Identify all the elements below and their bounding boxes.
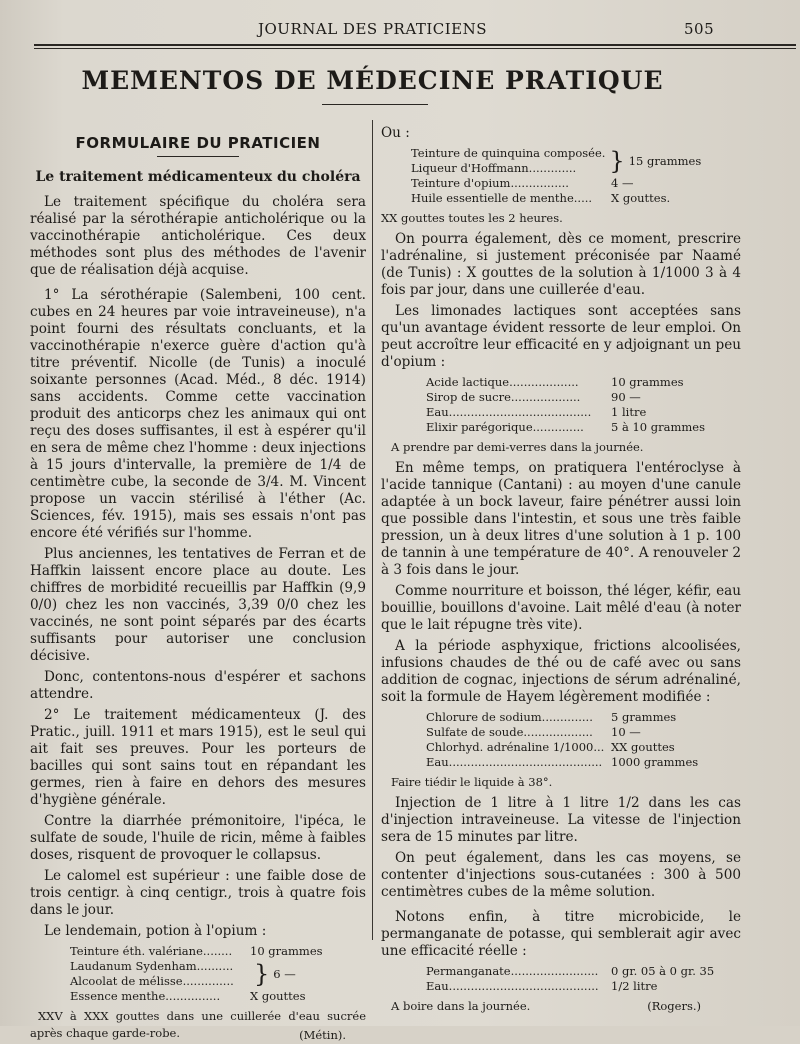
paragraph: Les limonades lactiques sont acceptées sans qu'un avantage évident ressorte de leur emploi. On peut accroître leur efficacité en y adjoignant un peu d'opium :	[381, 303, 741, 370]
quantity: 10 grammes	[611, 375, 684, 389]
paragraph: En même temps, on pratiquera l'entéroclyse à l'acide tannique (Cantani) : au moyen d'une canule adaptée à un bock laveur, faire pénétrer aussi loin que possible dans l'intestin, et sous une très faible pression, un à deux litres d'une solution à 1 p. 100 de tannin à une température de 40°. A renouveler 2 à 3 fois dans le jour.	[381, 460, 741, 578]
ingredient: Huile essentielle de menthe.....	[411, 191, 593, 205]
quantity: 6 —	[273, 966, 296, 981]
ingredient: Teinture d'opium................	[411, 176, 569, 190]
ingredient: Teinture éth. valériane........	[70, 944, 233, 958]
quantity: 90 —	[611, 390, 641, 404]
prescription-permanganate	[381, 964, 741, 994]
paragraph: Ou :	[381, 125, 410, 141]
quantity: 4 —	[611, 176, 634, 190]
paragraph: Le calomel est supérieur : une faible dose de trois centigr. à cinq centigr., trois à quatre fois dans le jour.	[30, 868, 366, 918]
ingredient: Eau.........................................	[426, 979, 599, 993]
ingredient: Eau.......................................	[426, 405, 592, 419]
quantity: XX gouttes	[611, 740, 675, 754]
prescription-row	[70, 989, 366, 1004]
prescription-opium-potion	[30, 944, 366, 1004]
paragraph: 2° Le traitement médicamenteux (J. des Pratic., juill. 1911 et mars 1915), est le seul qui ait fait ses preuves. Pour les porteurs de bacilles qui sont sains tout en répandant les germes, rien à faire en dehors des mesures d'hygiène générale.	[30, 707, 366, 808]
prescription-brace-group	[70, 959, 366, 989]
column-divider	[372, 120, 373, 940]
paragraph: Notons enfin, à titre microbicide, le permanganate de potasse, qui semblerait agir avec une efficacité réelle :	[381, 909, 741, 959]
prescription-row	[426, 375, 741, 390]
prescription-hayem-serum	[381, 710, 741, 770]
left-column	[30, 135, 366, 1044]
title-rule	[322, 104, 428, 105]
paragraph: A la période asphyxique, frictions alcoolisées, infusions chaudes de thé ou de café avec ou sans addition de cognac, injections de sérum adrénaliné, soit la formule de Hayem légèrement modifiée :	[381, 638, 741, 705]
prescription-row	[426, 420, 741, 435]
prescription-row	[426, 755, 741, 770]
paragraph: Le lendemain, potion à l'opium :	[44, 923, 267, 939]
prescription-row	[426, 964, 741, 979]
brace-glyph: }	[254, 960, 270, 988]
main-title: MEMENTOS DE MÉDECINE PRATIQUE	[81, 66, 664, 95]
paragraph: 1° La sérothérapie (Salembeni, 100 cent. cubes en 24 heures par voie intraveineuse), n'a point fourni des résultats concluants, et la vaccinothérapie n'exerce guère d'action qu'à titre préventif. Nicolle (de Tunis) a inoculé soixante personnes (Acad. Méd., 8 déc. 1914) sans accidents. Comme cette vaccination produit des anticorps chez les animaux qui ont reçu des doses suffisantes, il est à espérer qu'il en sera de même chez l'homme : deux injections à 15 jours d'intervalle, la première de 1/4 de centimètre cube, la seconde de 3/4. M. Vincent propose un vaccin stérilisé à l'éther (Ac. Sciences, fév. 1915), mais ses essais n'ont pas encore été vérifiés sur l'homme.	[30, 287, 366, 541]
prescription-author: (Métin).	[299, 1028, 346, 1042]
prescription-note: XX gouttes toutes les 2 heures.	[381, 211, 563, 225]
prescription-note: XXV à XXX gouttes dans une cuillerée d'eau sucrée après chaque garde-robe.	[30, 1009, 366, 1040]
quantity: 0 gr. 05 à 0 gr. 35	[611, 964, 715, 978]
paragraph: On peut également, dans les cas moyens, se contenter d'injections sous-cutanées : 300 à 500 centimètres cubes de la même solution.	[381, 850, 741, 900]
quantity: X gouttes.	[611, 191, 671, 205]
quantity: 5 à 10 grammes	[611, 420, 706, 434]
paragraph: Comme nourriture et boisson, thé léger, kéfir, eau bouillie, bouillons d'avoine. Lait mêlé d'eau (à noter que le lait répugne très vite).	[381, 583, 741, 633]
prescription-lactic-lemonade	[381, 375, 741, 435]
ingredient: Sirop de sucre...................	[426, 390, 581, 404]
prescription-note: Faire tiédir le liquide à 38°.	[391, 775, 553, 789]
ingredient: Eau..........................................	[426, 755, 603, 769]
quantity: 1000 grammes	[611, 755, 699, 769]
prescription-row	[411, 176, 741, 191]
header-rule-thin	[34, 48, 796, 49]
quantity: 1/2 litre	[611, 979, 658, 993]
ingredient: Elixir parégorique..............	[426, 420, 584, 434]
ingredient: Laudanum Sydenham..........	[70, 959, 234, 973]
paragraph: Plus anciennes, les tentatives de Ferran et de Haffkin laissent encore place au doute. Les chiffres de morbidité recueillis par Haffkin (9,9 0/0) chez les non vaccinés, 3,39 0/0 chez les vaccinés, ne sont point séparés par des écarts suffisants pour autoriser une conclusion décisive.	[30, 546, 366, 664]
running-header-title: JOURNAL DES PRATICIENS	[258, 20, 488, 38]
prescription-note: A prendre par demi-verres dans la journée.	[391, 440, 644, 454]
prescription-row	[426, 405, 741, 420]
page-number: 505	[684, 20, 715, 38]
paragraph: On pourra également, dès ce moment, prescrire l'adrénaline, si justement préconisée par Naamé (de Tunis) : X gouttes de la solution à 1/1000 3 à 4 fois par jour, dans une cuillerée d'eau.	[381, 231, 741, 298]
quantity: 10 grammes	[250, 944, 323, 958]
quantity: X gouttes	[250, 989, 306, 1003]
prescription-row	[70, 944, 366, 959]
quantity: 15 grammes	[628, 153, 702, 168]
ingredient: Sulfate de soude...................	[426, 725, 593, 739]
prescription-quinquina	[381, 146, 741, 206]
prescription-row	[426, 390, 741, 405]
section-rule	[157, 156, 239, 157]
prescription-row	[411, 191, 741, 206]
brace-glyph: }	[609, 147, 625, 175]
prescription-brace-group	[411, 146, 741, 176]
header-rule	[34, 44, 796, 46]
prescription-footer	[381, 998, 741, 1015]
article-subtitle: Le traitement médicamenteux du choléra	[35, 169, 361, 185]
ingredient: Chlorhyd. adrénaline 1/1000...	[426, 740, 605, 754]
right-column	[381, 125, 741, 1015]
ingredient: Teinture de quinquina composée.	[411, 146, 606, 160]
paragraph: Donc, contentons-nous d'espérer et sachons attendre.	[30, 669, 366, 702]
ingredient: Permanganate........................	[426, 964, 599, 978]
paragraph: Contre la diarrhée prémonitoire, l'ipéca, le sulfate de soude, l'huile de ricin, même à faibles doses, risquent de provoquer le collapsus.	[30, 813, 366, 863]
ingredient: Essence menthe...............	[70, 989, 221, 1003]
ingredient: Alcoolat de mélisse..............	[70, 974, 234, 988]
ingredient: Liqueur d'Hoffmann.............	[411, 161, 577, 175]
quantity: 10 —	[611, 725, 641, 739]
prescription-row	[426, 710, 741, 725]
ingredient: Acide lactique...................	[426, 375, 579, 389]
quantity: 5 grammes	[611, 710, 677, 724]
prescription-row	[426, 725, 741, 740]
paragraph: Injection de 1 litre à 1 litre 1/2 dans les cas d'injection intraveineuse. La vitesse de l'injection sera de 15 minutes par litre.	[381, 795, 741, 845]
paragraph: Le traitement spécifique du choléra sera réalisé par la sérothérapie anticholérique ou la vaccinothérapie anticholérique. Ces deux méthodes sont plus des méthodes de l'avenir que de réalisation déjà acquise.	[30, 194, 366, 278]
prescription-row	[426, 740, 741, 755]
prescription-note: A boire dans la journée.	[391, 999, 531, 1013]
quantity: 1 litre	[611, 405, 647, 419]
ingredient: Chlorure de sodium..............	[426, 710, 593, 724]
section-title: FORMULAIRE DU PRATICIEN	[75, 134, 321, 152]
prescription-row	[426, 979, 741, 994]
prescription-author: (Rogers.)	[647, 999, 701, 1013]
